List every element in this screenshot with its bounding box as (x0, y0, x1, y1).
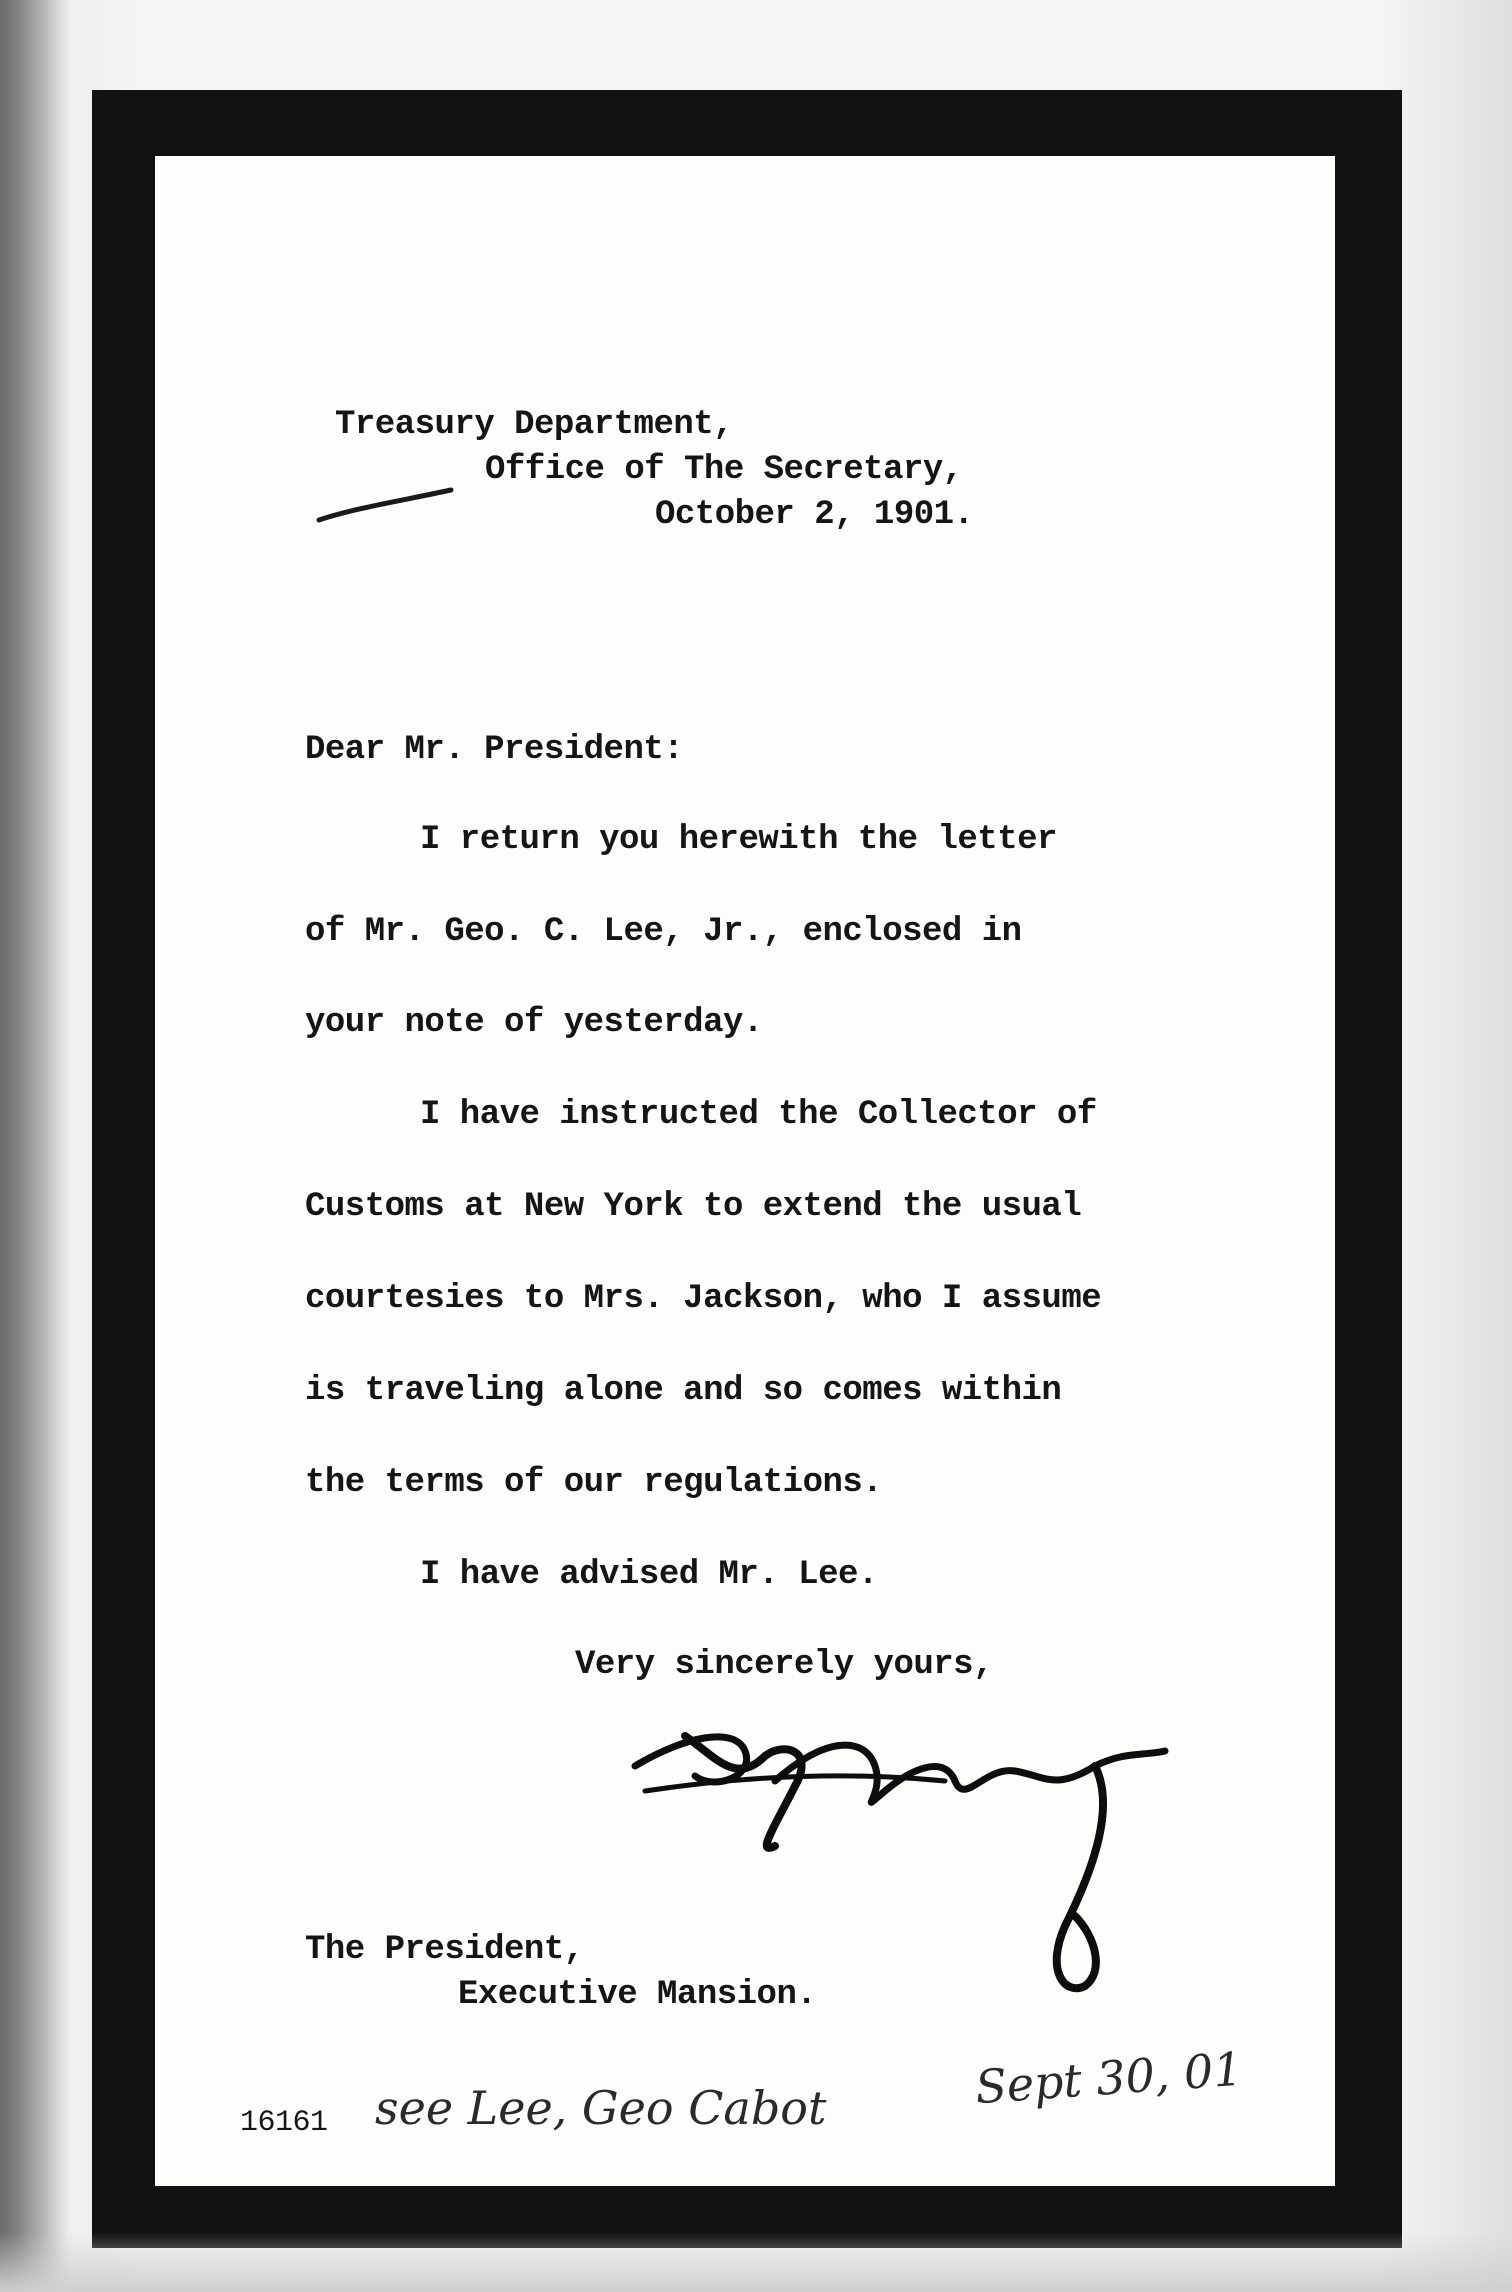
black-mat-frame (92, 90, 1402, 2248)
scan-bottom-shadow (0, 2232, 1512, 2292)
handwritten-date: Sept 30, 01 (973, 2041, 1245, 2115)
handwritten-reference: see Lee, Geo Cabot (375, 2081, 827, 2135)
body-line: is traveling alone and so comes within (305, 1372, 1062, 1410)
addressee-location: Executive Mansion. (458, 1976, 817, 2014)
body-line: I have instructed the Collector of (420, 1096, 1097, 1134)
salutation: Dear Mr. President: (305, 731, 684, 769)
body-line: your note of yesterday. (305, 1004, 763, 1042)
body-line: I return you herewith the letter (420, 821, 1057, 859)
body-line: the terms of our regulations. (305, 1464, 883, 1502)
body-line: I have advised Mr. Lee. (420, 1556, 878, 1594)
body-line: of Mr. Geo. C. Lee, Jr., enclosed in (305, 913, 1022, 951)
handwritten-signature-icon (625, 1696, 1185, 2016)
scan-edge-shadow (0, 0, 70, 2292)
file-number: 16161 (240, 2106, 328, 2140)
closing: Very sincerely yours, (575, 1646, 993, 1684)
letter-date: October 2, 1901. (655, 496, 974, 534)
letterhead-department: Treasury Department, (335, 406, 734, 444)
addressee-title: The President, (305, 1931, 584, 1969)
body-line: Customs at New York to extend the usual (305, 1188, 1082, 1226)
letterhead-office: Office of The Secretary, (485, 451, 963, 489)
body-line: courtesies to Mrs. Jackson, who I assume (305, 1280, 1102, 1318)
pen-dash-mark-icon (315, 486, 455, 526)
letter-page (155, 156, 1335, 2186)
